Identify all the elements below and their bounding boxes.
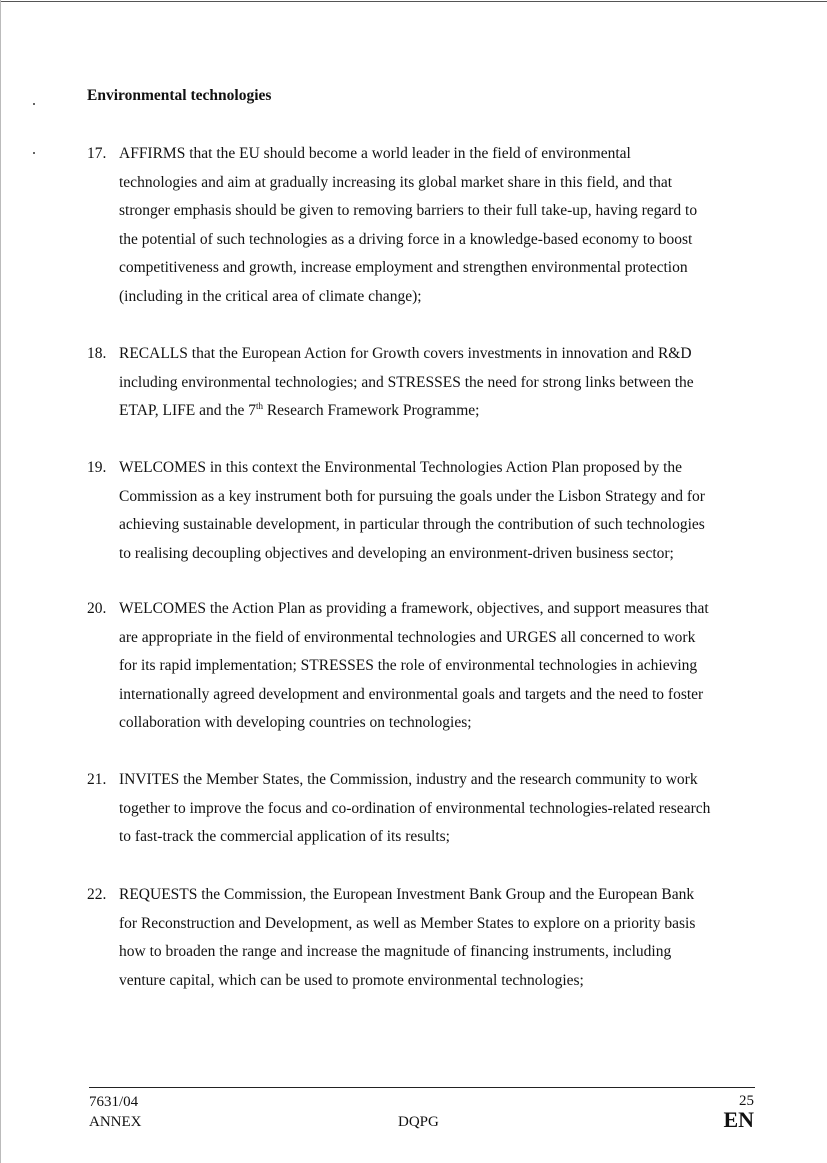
top-border-rule	[0, 1, 827, 2]
paragraph-line: (including in the critical area of climate change);	[119, 287, 422, 305]
paragraph-line: for its rapid implementation; STRESSES the role of environmental technologies in achieving	[119, 657, 698, 675]
paragraph-21	[87, 766, 757, 852]
paragraph-line: RECALLS that the European Action for Growth covers investments in innovation and R&D	[119, 345, 692, 362]
paragraph-line: are appropriate in the field of environmental technologies and URGES all concerned to work	[119, 628, 696, 646]
line-fragment: ETAP, LIFE and the 7	[119, 402, 256, 420]
paragraph-text	[119, 595, 757, 738]
paragraph-number: 19.	[87, 459, 107, 476]
scan-dot	[33, 152, 35, 154]
paragraph-line: to realising decoupling objectives and developing an environment-driven business sector;	[119, 544, 674, 562]
paragraph-line: how to broaden the range and increase the magnitude of financing instruments, including	[119, 943, 672, 961]
paragraph-19	[87, 454, 757, 568]
paragraph-line: together to improve the focus and co-ordination of environmental technologies-related research	[119, 799, 711, 817]
paragraph-line: collaboration with developing countries on technologies;	[119, 714, 472, 732]
paragraph-line: stronger emphasis should be given to removing barriers to their full take-up, having regard to	[119, 202, 698, 220]
paragraph-text	[119, 454, 757, 568]
scan-dot	[33, 103, 35, 105]
paragraph-number: 18.	[87, 345, 107, 362]
paragraph-18	[87, 340, 757, 426]
paragraph-line: Commission as a key instrument both for pursuing the goals under the Lisbon Strategy and for	[119, 487, 705, 505]
paragraph-line: for Reconstruction and Development, as well as Member States to explore on a priority basis	[119, 914, 696, 932]
paragraph-line: AFFIRMS that the EU should become a world leader in the field of environmental	[119, 145, 631, 162]
paragraph-line: including environmental technologies; and STRESSES the need for strong links between the	[119, 373, 694, 391]
left-scan-edge	[0, 0, 1, 1163]
paragraph-line: INVITES the Member States, the Commission, industry and the research community to work	[119, 771, 698, 788]
paragraph-17	[87, 140, 757, 312]
footer-rule	[89, 1087, 755, 1088]
paragraph-20	[87, 595, 757, 738]
paragraph-line: technologies and aim at gradually increasing its global market share in this field, and that	[119, 173, 673, 191]
section-heading: Environmental technologies	[87, 87, 272, 104]
paragraph-number: 21.	[87, 771, 107, 788]
footer-department: DQPG	[398, 1114, 439, 1130]
paragraph-number: 17.	[87, 145, 107, 162]
footer-language-code: EN	[723, 1107, 754, 1132]
paragraph-line: competitiveness and growth, increase employment and strengthen environmental protection	[119, 259, 688, 277]
footer-doc-ref: 7631/04	[89, 1094, 139, 1110]
paragraph-22	[87, 881, 757, 995]
footer-annex: ANNEX	[89, 1114, 142, 1130]
paragraph-line-last	[119, 397, 757, 426]
paragraph-line: the potential of such technologies as a driving force in a knowledge-based economy to boost	[119, 230, 693, 248]
paragraph-text	[119, 140, 757, 312]
paragraph-line: to fast-track the commercial application of its results;	[119, 828, 450, 846]
paragraph-line: WELCOMES in this context the Environmental Technologies Action Plan proposed by the	[119, 459, 683, 476]
ordinal-superscript: th	[255, 401, 263, 412]
paragraph-text	[119, 881, 757, 995]
paragraph-line: WELCOMES the Action Plan as providing a framework, objectives, and support measures that	[119, 600, 709, 617]
paragraph-number: 20.	[87, 600, 107, 617]
paragraph-text	[119, 766, 757, 852]
paragraph-line: achieving sustainable development, in particular through the contribution of such technologies	[119, 516, 705, 534]
paragraph-number: 22.	[87, 886, 107, 903]
paragraph-text	[119, 340, 757, 426]
line-fragment: Research Framework Programme;	[262, 402, 480, 420]
paragraph-line: venture capital, which can be used to promote environmental technologies;	[119, 971, 584, 989]
paragraph-line: internationally agreed development and environmental goals and targets and the need to foster	[119, 685, 704, 703]
footer-page-number: 25	[739, 1093, 754, 1109]
paragraph-line: REQUESTS the Commission, the European Investment Bank Group and the European Bank	[119, 886, 695, 903]
